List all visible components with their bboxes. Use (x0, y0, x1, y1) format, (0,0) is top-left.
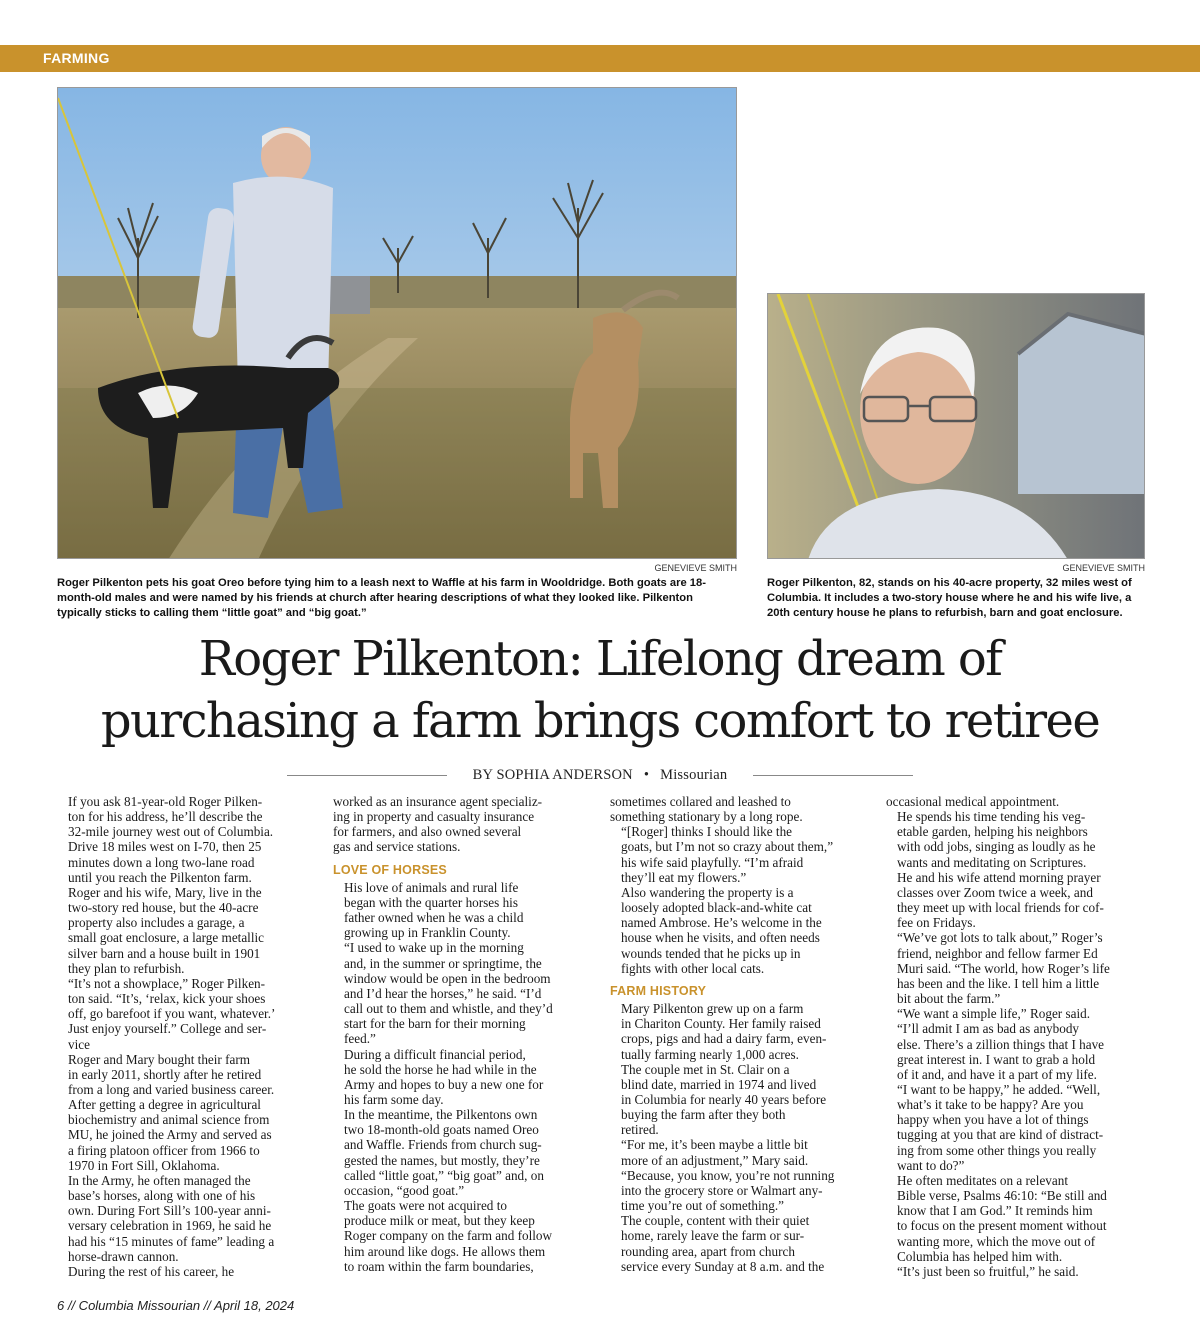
article-paragraph: Roger and Mary bought their farm in early 2011, shortly after he retired from a long and varied business career. After getting a degree in agricultural biochemistry and animal science from MU, he joined the Army and served as a firing platoon officer from 1966 to 1970 in Fort Sill, Oklahoma. (68, 1051, 275, 1173)
article-paragraph: “We’ve got lots to talk about,” Roger’s friend, neighbor and fellow farmer Ed Muri said. “The world, how Roger’s life has been and the like. I tell him a little bit about the farm.” (897, 930, 1110, 1007)
photo-goats (57, 87, 737, 559)
section-label: FARMING (43, 50, 110, 66)
photo-credit-main: GENEVIEVE SMITH (654, 563, 737, 573)
byline-author: BY SOPHIA ANDERSON (472, 766, 633, 783)
article-column-4 (886, 794, 1164, 1279)
byline-rule-left (287, 775, 447, 776)
photo-portrait-image (768, 294, 1145, 559)
byline-rule-right (753, 775, 913, 776)
article-paragraph: “It’s just been so fruitful,” he said. (897, 1263, 1079, 1279)
photo-caption-main: Roger Pilkenton pets his goat Oreo before tying him to a leash next to Waffle at his farm in Wooldridge. Both goats are 18-month-old males and were named by his friends at church after hearing descriptions of what they looked like. Pilkenton typically sticks to calling them “little goat” and “big goat.” (57, 577, 706, 619)
byline-separator: • (643, 766, 650, 783)
article-paragraph: “I want to be happy,” he added. “Well, what’s it take to be happy? Are you happy when you have a lot of things tugging at you that are kind of distract- ing from some other things you really want to do?” (897, 1081, 1104, 1173)
headline-line-2: purchasing a farm brings comfort to retiree (100, 693, 1100, 749)
article-paragraph: Also wandering the property is a loosely adopted black-and-white cat named Ambrose. He’s welcome in the house when he visits, and often needs wounds tended that he picks up in fights with other local cats. (621, 884, 822, 976)
article-paragraph: “I used to wake up in the morning and, in the summer or springtime, the window would be open in the bedroom and I’d hear the horses,” he said. “I’d call out to them and whistle, and they’d start for the barn for their morning feed.” (344, 940, 553, 1047)
article-paragraph: “It’s not a showplace,” Roger Pilken- ton said. “It’s, ‘relax, kick your shoes off, go barefoot if you want, whatever.’ Just enjoy yourself.” College and ser- vice (68, 975, 276, 1052)
article-paragraph: Mary Pilkenton grew up on a farm in Chariton County. Her family raised crops, pigs and had a dairy farm, even- tually farming nearly 1,000 acres. (621, 1001, 827, 1062)
article-paragraph: worked as an insurance agent specializ- ing in property and casualty insurance for farmers, and also owned several gas and service stations. (333, 794, 543, 855)
photo-portrait (767, 293, 1145, 559)
subhead-love-of-horses: LOVE OF HORSES (333, 862, 447, 877)
byline-outlet: Missourian (660, 766, 728, 783)
photo-goats-image (58, 88, 737, 559)
headline-line-1: Roger Pilkenton: Lifelong dream of (198, 631, 1002, 687)
photo-credit-side: GENEVIEVE SMITH (1062, 563, 1145, 573)
article-paragraph: He spends his time tending his veg- etable garden, helping his neighbors with odd jobs, singing as loudly as he wants and meditating on Scriptures. He and his wife attend morning prayer classes over Zoom twice a week, and they meet up with local friends for cof- fee on Fridays. (897, 809, 1104, 931)
article-paragraph: The goats were not acquired to produce milk or meat, but they keep Roger company on the farm and follow him around like dogs. He allows them to roam within the farm boundaries, (344, 1198, 553, 1274)
subhead-farm-history: FARM HISTORY (610, 983, 707, 998)
article-paragraph: His love of animals and rural life began with the quarter horses his father owned when he was a child growing up in Franklin County. (344, 879, 524, 941)
article-paragraph: The couple met in St. Clair on a blind date, married in 1974 and lived in Columbia for nearly 40 years before buying the farm after they both retired. (621, 1061, 827, 1138)
article-paragraph: “[Roger] thinks I should like the goats, but I’m not so crazy about them,” his wife said playfully. “I’m afraid they’ll eat my flowers.” (621, 824, 834, 885)
article-column-2 (333, 794, 611, 1274)
article-paragraph: During the rest of his career, he (68, 1263, 235, 1279)
article-paragraph: sometimes collared and leashed to something stationary by a long rope. (610, 794, 803, 825)
article-paragraph: The couple, content with their quiet home, rarely leave the farm or sur- rounding area, apart from church service every Sunday at 8 a.m. and the (621, 1213, 825, 1274)
article-paragraph: “We want a simple life,” Roger said. “I’ll admit I am as bad as anybody else. There’s a zillion things that I have great interest in. I want to grab a hold of it and, and have it a part of my life. (897, 1006, 1105, 1082)
article-column-1 (57, 794, 335, 1279)
article-paragraph: occasional medical appointment. (886, 794, 1060, 809)
byline (260, 765, 940, 785)
section-bar (0, 45, 1200, 72)
article-paragraph: Roger and his wife, Mary, live in the two-story red house, but the 40-acre property also includes a garage, a small goat enclosure, a large metallic silver barn and a house built in 1901 they plan to refurbish. (68, 884, 265, 976)
article-paragraph: In the Army, he often managed the base’s horses, along with one of his own. During Fort Sill’s 100-year anni- versary celebration in 1969, he said he had his “15 minutes of fame” leading a horse-drawn cannon. (68, 1172, 275, 1264)
article-paragraph: If you ask 81-year-old Roger Pilken- ton for his address, he’ll describe the 32-mile journey west out of Columbia. (68, 794, 274, 840)
article-headline (40, 628, 1160, 752)
article-paragraph: During a difficult financial period, he sold the horse he had while in the Army and hopes to buy a new one for his farm some day. (344, 1046, 544, 1107)
article-column-3 (610, 794, 888, 1274)
photo-caption-side: Roger Pilkenton, 82, stands on his 40-acre property, 32 miles west of Columbia. It includes a two-story house where he and his wife live, a 20th century house he plans to refurbish, barn and goat enclosure. (767, 577, 1132, 619)
page-footer: 6 // Columbia Missourian // April 18, 2024 (57, 1298, 295, 1313)
article-paragraph: He often meditates on a relevant Bible verse, Psalms 46:10: “Be still and know that I am God.” It reminds him to focus on the present moment without wanting more, which the move out of Columbia has helped him with. (897, 1172, 1107, 1264)
article-paragraph: “For me, it’s been maybe a little bit more of an adjustment,” Mary said. “Because, you know, you’re not running into the grocery store or Walmart any- time you’re out of something.” (621, 1137, 835, 1214)
article-paragraph: Drive 18 miles west on I-70, then 25 minutes down a long two-lane road until you reach the Pilkenton farm. (68, 839, 262, 885)
article-paragraph: In the meantime, the Pilkentons own two 18-month-old goats named Oreo and Waffle. Friends from church sug- gested the names, but mostly, they’re called “little goat,” “big goat” and, on occasion, “good goat.” (344, 1107, 544, 1198)
